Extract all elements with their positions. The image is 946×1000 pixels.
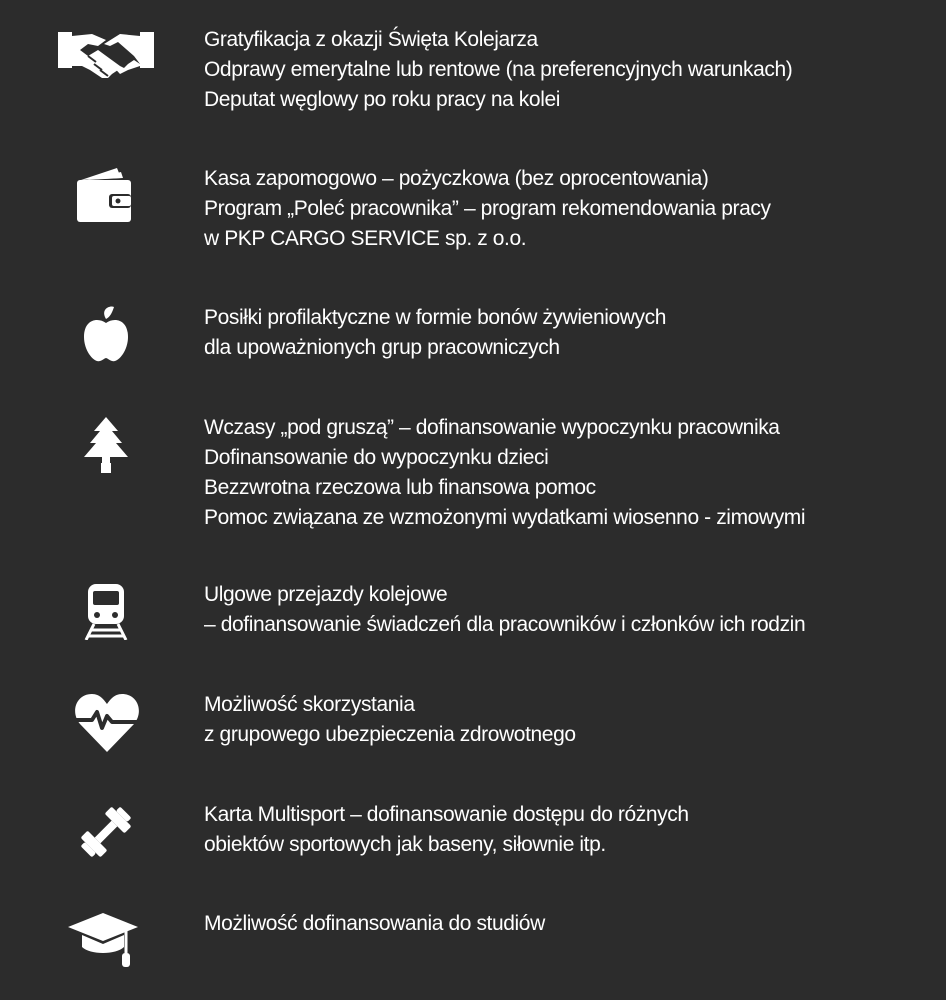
benefit-line: Program „Poleć pracownika” – program rekomendowania pracy — [204, 197, 771, 220]
benefit-line: Posiłki profilaktyczne w formie bonów żywieniowych — [204, 306, 667, 329]
benefit-line: Ulgowe przejazdy kolejowe — [204, 583, 448, 606]
benefit-line: Możliwość skorzystania — [204, 693, 415, 716]
heart-pulse-icon — [74, 692, 140, 752]
graduation-cap-icon — [68, 913, 138, 969]
benefit-line: Karta Multisport – dofinansowanie dostępu do różnych — [204, 803, 689, 826]
benefit-text — [204, 690, 939, 750]
benefit-line: Kasa zapomogowo – pożyczkowa (bez oprocentowania) — [204, 167, 709, 190]
benefit-text — [204, 25, 939, 115]
benefit-line: Pomoc związana ze wzmożonymi wydatkami wiosenno - zimowymi — [204, 506, 806, 529]
tree-icon — [82, 417, 130, 473]
benefit-line: Bezzwrotna rzeczowa lub finansowa pomoc — [204, 476, 596, 499]
benefit-text — [204, 909, 939, 939]
benefit-line: Dofinansowanie do wypoczynku dzieci — [204, 446, 549, 469]
apple-icon — [84, 305, 128, 363]
benefit-text — [204, 164, 939, 254]
handshake-icon — [58, 30, 154, 82]
benefit-line: Wczasy „pod gruszą” – dofinansowanie wypoczynku pracownika — [204, 416, 780, 439]
benefit-line: w PKP CARGO SERVICE sp. z o.o. — [204, 227, 527, 250]
benefit-line: Gratyfikacja z okazji Święta Kolejarza — [204, 28, 538, 51]
benefit-text — [204, 800, 939, 860]
benefit-line: Możliwość dofinansowania do studiów — [204, 912, 545, 935]
benefit-line: obiektów sportowych jak baseny, siłownie itp. — [204, 833, 606, 856]
benefit-text — [204, 413, 939, 533]
benefit-line: Deputat węglowy po roku pracy na kolei — [204, 88, 561, 111]
benefit-line: dla upoważnionych grup pracowniczych — [204, 336, 560, 359]
benefit-text — [204, 580, 939, 640]
wallet-icon — [77, 168, 135, 224]
benefit-line: – dofinansowanie świadczeń dla pracowników i członków ich rodzin — [204, 613, 806, 636]
benefit-line: z grupowego ubezpieczenia zdrowotnego — [204, 723, 576, 746]
benefit-text — [204, 303, 939, 363]
dumbbell-icon — [76, 802, 136, 862]
train-icon — [84, 584, 128, 640]
benefit-line: Odprawy emerytalne lub rentowe (na preferencyjnych warunkach) — [204, 58, 793, 81]
